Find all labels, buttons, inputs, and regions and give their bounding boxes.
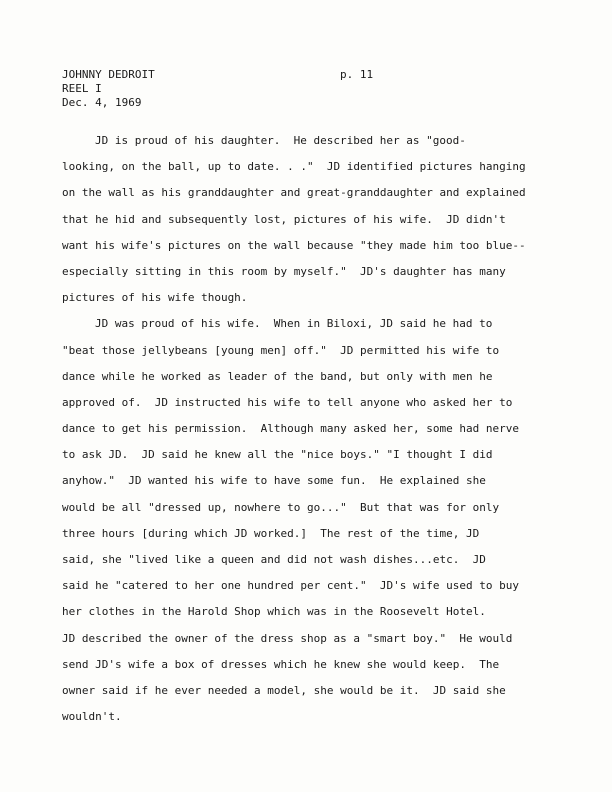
reel-label: REEL I	[62, 82, 102, 95]
text-line: wouldn't.	[62, 710, 122, 724]
text-line: "beat those jellybeans [young men] off." JD permitted his wife to	[62, 343, 500, 357]
text-line: owner said if he ever needed a model, she would be it. JD said she	[62, 683, 506, 697]
text-line: JD is proud of his daughter. He described her as "good-	[95, 134, 466, 147]
text-line: dance to get his permission. Although many asked her, some had nerve	[62, 422, 519, 436]
text-line: especially sitting in this room by myself." JD's daughter has many	[62, 264, 506, 278]
text-line: three hours [during which JD worked.] The rest of the time, JD	[62, 526, 480, 540]
text-line: send JD's wife a box of dresses which he knew she would keep. The	[62, 657, 500, 671]
text-line: anyhow." JD wanted his wife to have some fun. He explained she	[62, 474, 486, 488]
text-line: approved of. JD instructed his wife to tell anyone who asked her to	[62, 395, 513, 409]
text-line: looking, on the ball, up to date. . ." JD identified pictures hanging	[62, 160, 526, 174]
text-line: would be all "dressed up, nowhere to go..." But that was for only	[62, 500, 500, 514]
document-header	[62, 68, 155, 110]
interviewee-name: JOHNNY DEDROIT	[62, 68, 155, 81]
text-line: JD was proud of his wife. When in Biloxi, JD said he had to	[95, 317, 493, 331]
text-line: dance while he worked as leader of the band, but only with men he	[62, 369, 493, 383]
text-line: pictures of his wife though.	[62, 291, 248, 305]
interview-date: Dec. 4, 1969	[62, 96, 142, 109]
text-line: that he hid and subsequently lost, pictures of his wife. JD didn't	[62, 212, 506, 226]
text-line: want his wife's pictures on the wall because "they made him too blue--	[62, 238, 526, 252]
text-line: on the wall as his granddaughter and great-granddaughter and explained	[62, 186, 526, 200]
text-line: to ask JD. JD said he knew all the "nice boys." "I thought I did	[62, 448, 493, 462]
text-line: said, she "lived like a queen and did not wash dishes...etc. JD	[62, 553, 486, 566]
text-line: her clothes in the Harold Shop which was in the Roosevelt Hotel.	[62, 605, 486, 619]
transcript-body	[62, 128, 552, 730]
text-line: said he "catered to her one hundred per cent." JD's wife used to buy	[62, 579, 519, 593]
text-line: JD described the owner of the dress shop as a "smart boy." He would	[62, 631, 513, 645]
page-number: p. 11	[340, 68, 374, 81]
